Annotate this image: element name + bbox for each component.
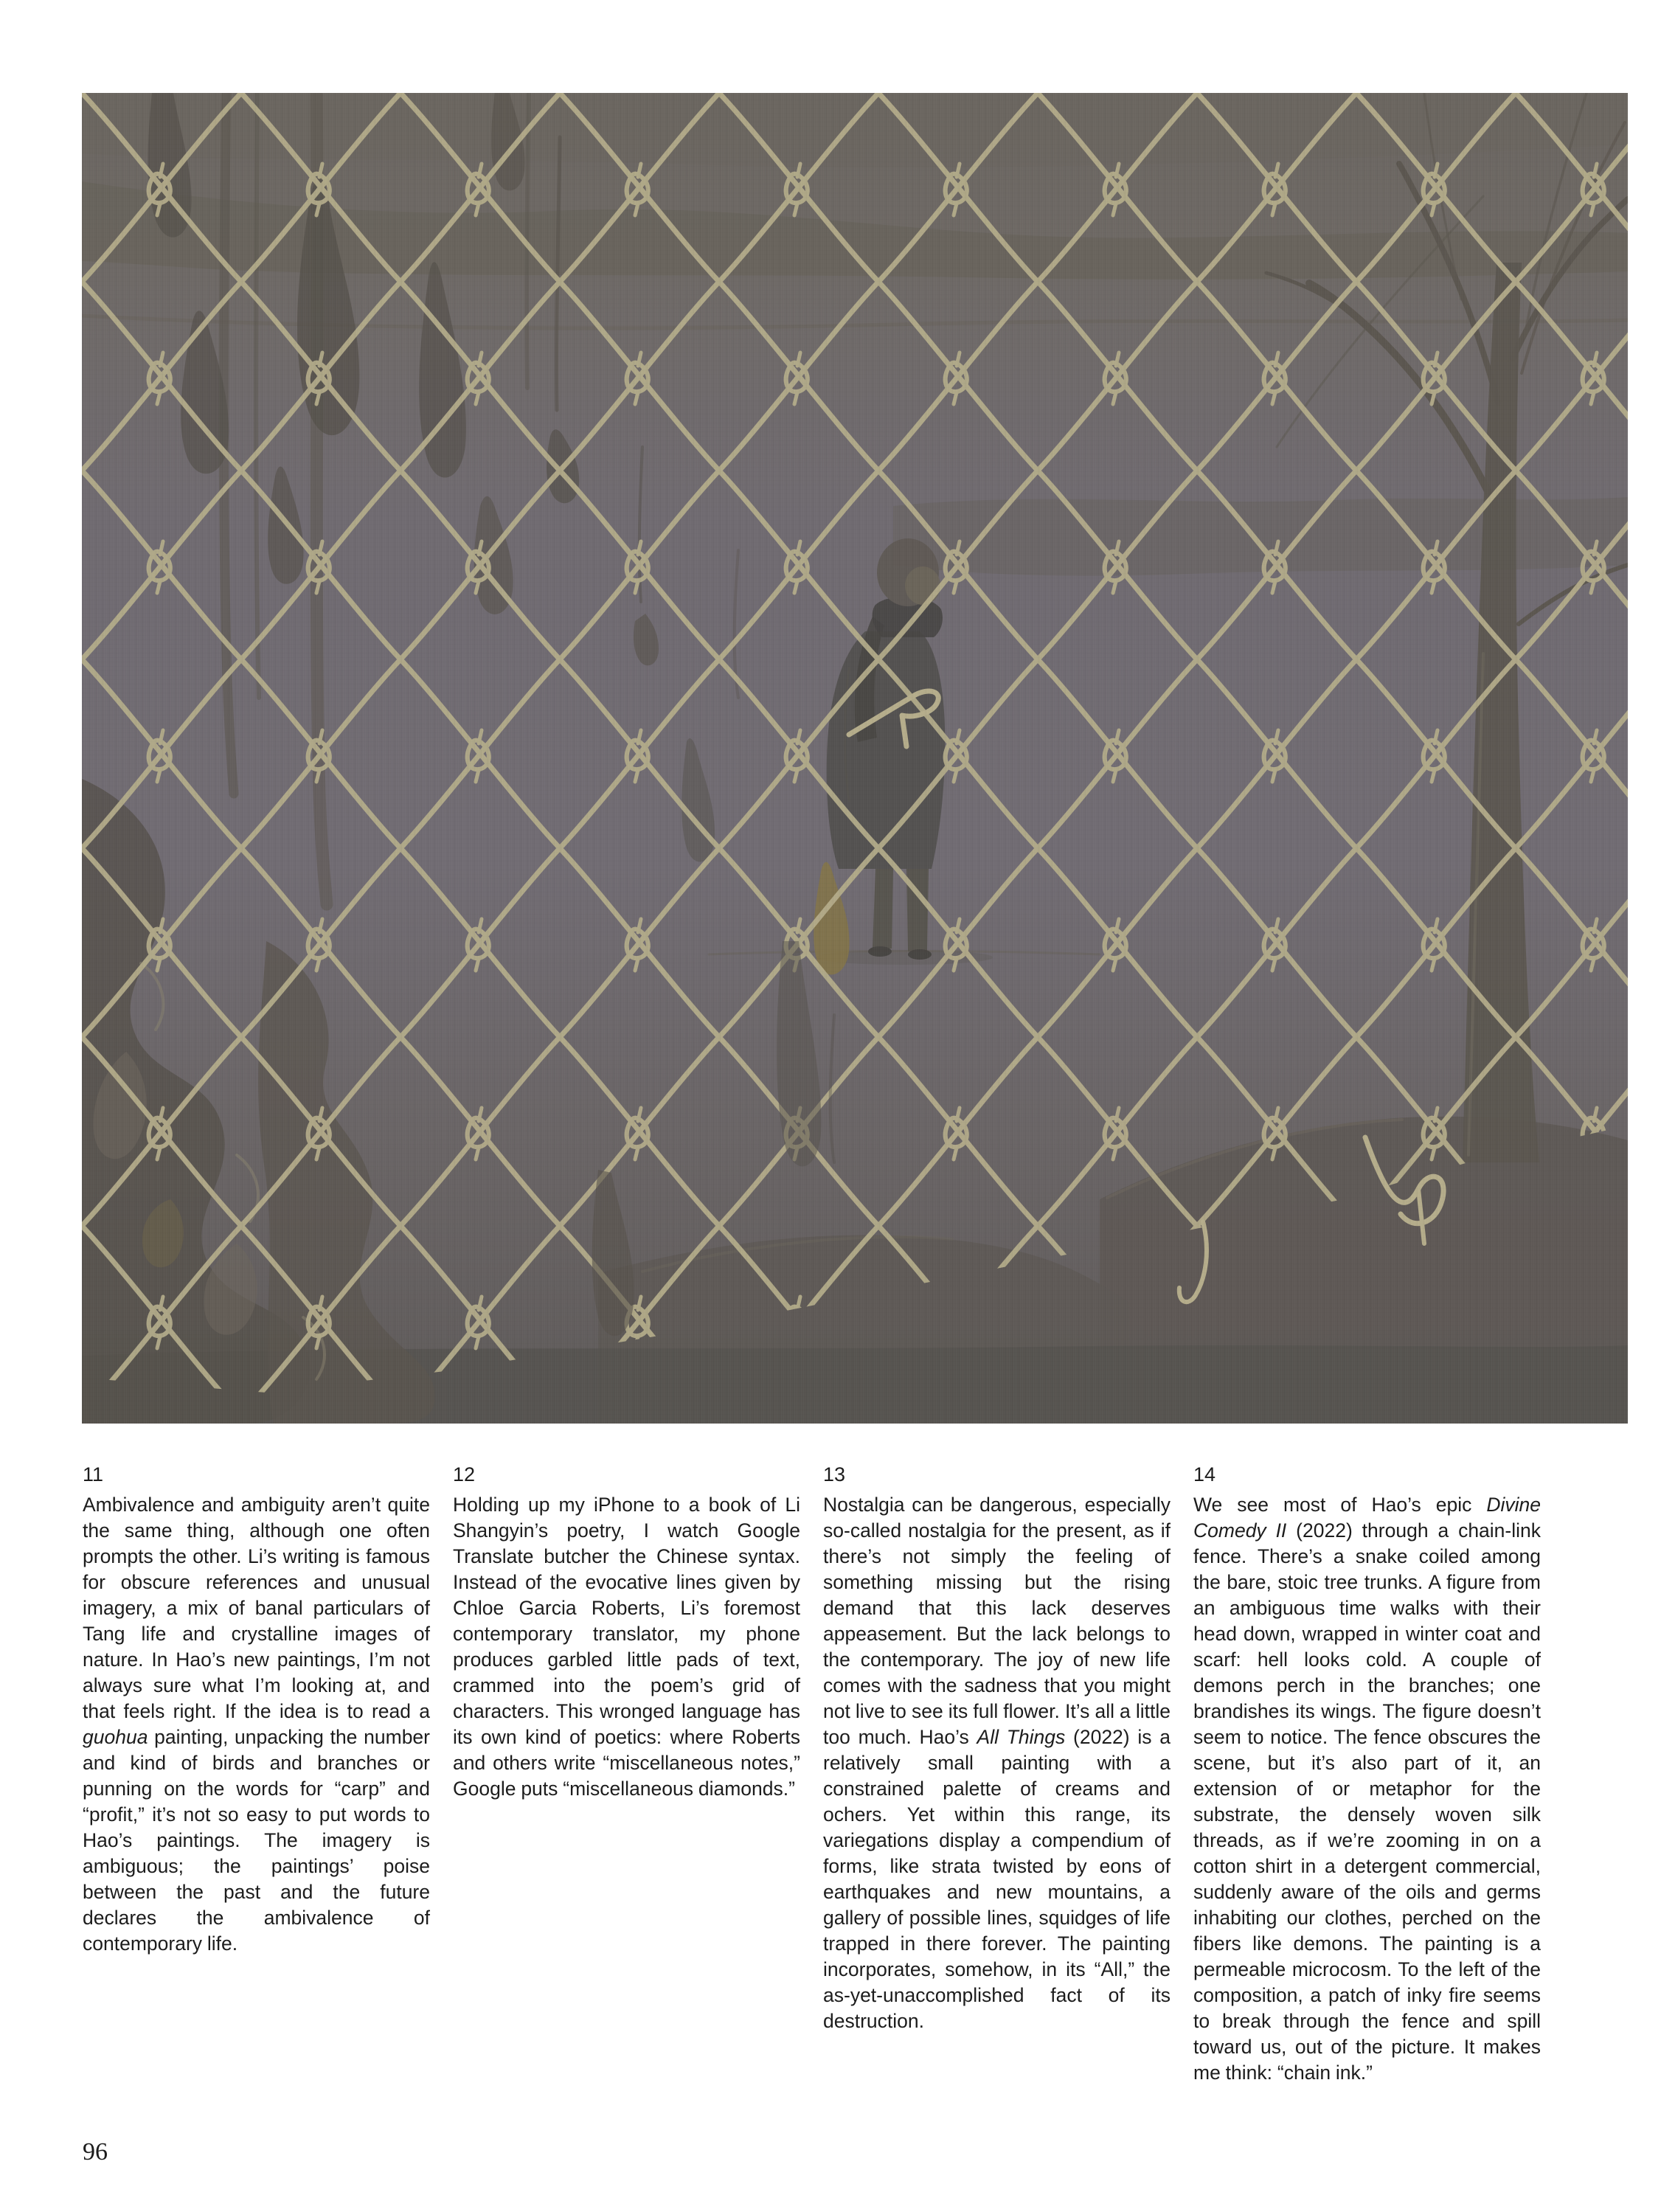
painting-chain-link-fence [82, 93, 1628, 1424]
paragraph-text: Holding up my iPhone to a book of Li Shangyin’s poetry, I watch Google Translate butcher the Chinese syntax. Instead of the evocative lines given by Chloe Garcia Roberts, Li’s foremost contemporary translator, my phone produces garbled little pads of text, crammed into the poem’s grid of characters. This wronged language has its own kind of poetics: where Roberts and others write “miscellaneous notes,” Google puts “miscellaneous diamonds.” [453, 1494, 800, 1800]
text-columns [83, 1463, 1541, 2086]
artwork-image [82, 93, 1628, 1424]
paragraph-number: 11 [83, 1463, 104, 1485]
page-number: 96 [83, 2138, 108, 2166]
paragraph-number: 13 [823, 1463, 846, 1485]
column-12 [453, 1463, 800, 2086]
paragraph-number: 14 [1193, 1463, 1216, 1485]
paragraph-text: We see most of Hao’s epic Divine Comedy II (2022) through a chain-link fence. There’s a snake coiled among the bare, stoic tree trunks. A figure from an ambiguous time walks with their head down, wrapped in winter coat and scarf: hell looks cold. A couple of demons perch in the branches; one brandishes its wings. The figure doesn’t seem to notice. The fence obscures the scene, but it’s also part of it, an extension of or metaphor for the substrate, the densely woven silk threads, as if we’re zooming in on a cotton shirt in a detergent commercial, suddenly aware of the oils and germs inhabiting our clothes, perched on the fibers like demons. The painting is a permeable microcosm. To the left of the composition, a patch of inky fire seems to break through the fence and spill toward us, out of the picture. It makes me think: “chain ink.” [1193, 1494, 1542, 2084]
paragraph-text: Nostalgia can be dangerous, especially so-called nostalgia for the present, as if there’s not simply the feeling of something missing but the rising demand that this lack deserves appeasement. But the lack belongs to the contemporary. The joy of new life comes with the sadness that you might not live to see its full flower. It’s all a little too much. Hao’s All Things (2022) is a relatively small painting with a constrained palette of creams and ochers. Yet within this range, its variegations display a compendium of forms, like strata twisted by eons of earthquakes and new mountains, a gallery of possible lines, squidges of life trapped in there forever. The painting incorporates, somehow, in its “All,” the as-yet-unaccomplished fact of its destruction. [823, 1494, 1171, 2032]
column-11 [83, 1463, 430, 2086]
paragraph-text: Ambivalence and ambiguity aren’t quite the same thing, although one often prompts the other. Li’s writing is famous for obscure references and unusual imagery, a mix of banal particulars of Tang life and crystalline images of nature. In Hao’s new paintings, I’m not always sure what I’m looking at, and that feels right. If the idea is to read a guohua painting, unpacking the number and kind of birds and branches or punning on the words for “carp” and “profit,” it’s not so easy to put words to Hao’s paintings. The imagery is ambiguous; the paintings’ poise between the past and the future declares the ambivalence of contemporary life. [83, 1494, 430, 1955]
column-13 [823, 1463, 1171, 2086]
column-14 [1193, 1463, 1541, 2086]
paragraph-number: 12 [453, 1463, 476, 1485]
